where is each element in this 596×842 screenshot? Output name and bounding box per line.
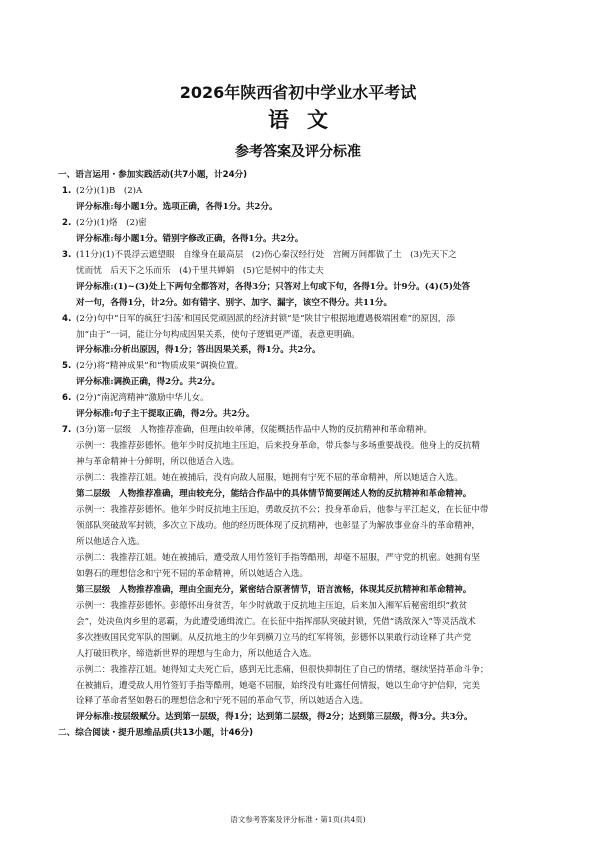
answer-text-line (62, 679, 554, 695)
subject-title: 语文 (268, 108, 346, 132)
line-text: 示例一：我推荐彭德怀。他年少时反抗地主压迫，勇敢反抗不公；投身革命后，他参与平江起义，在长征中带 (76, 505, 489, 516)
answer-text-line (62, 455, 554, 471)
line-text: 在被捕后，遭受敌人用竹签钉手指等酷刑，她毫不屈服，始终没有吐露任何情报，她以生命守护信仰，完美 (76, 680, 480, 691)
line-text: 评分标准:分析出原因，得1分；答出因果关系，得1分。共2分。 (76, 345, 321, 356)
page-footer: 语文参考答案及评分标准・第1页(共4页) (230, 815, 366, 824)
answer-text-line (62, 535, 554, 551)
answer-text-line (62, 599, 554, 615)
line-text: 如磐石的理想信念和宁死不屈的革命精神，所以她适合入选。 (76, 568, 309, 579)
line-text: 评分标准:每小题1分。选项正确，各得1分。共2分。 (76, 201, 278, 212)
scoring-standard-line (62, 343, 554, 359)
line-text: (2分)(1)烙 (2)密 (76, 217, 147, 228)
question-answer-line (62, 423, 554, 439)
line-text: 二、综合阅读・提升思维品质(共13小题，计46分) (58, 728, 254, 739)
question-answer-line (62, 248, 554, 264)
scoring-standard-line (62, 200, 554, 216)
line-text: (2分)将“精神成果”和“物质成果”调换位置。 (76, 361, 244, 372)
question-number: 6. (62, 393, 72, 404)
line-text: (2分)“南泥湾精神”激励中华儿女。 (76, 393, 209, 404)
question-answer-line (62, 391, 554, 407)
line-text: (2分)(1)B (2)A (76, 185, 143, 196)
answer-text-line (62, 647, 554, 663)
line-text: 多次挫败国民党军队的围剿。从反抗地主的少年到横刀立马的红军将领，彭德怀以果敢行动诠释了共产党 (76, 632, 472, 643)
line-text: 示例二：我推荐江姐。她得知丈夫死亡后，感到无比悲痛，但很快抑制住了自己的情绪，继续坚持革命斗争； (76, 664, 489, 675)
scoring-standard-line (62, 487, 554, 503)
section-heading (58, 168, 554, 184)
line-text: 忧而忧 后天下之乐而乐 (4)千里共婵娟 (5)它是树中的伟丈夫 (76, 265, 324, 276)
answer-text-line (62, 663, 554, 679)
answer-text-line (62, 503, 554, 519)
line-text: 加“由于”一词，能让分句构成因果关系，使句子逻辑更严谨，表意更明确。 (76, 329, 360, 340)
question-number: 5. (62, 361, 72, 372)
question-answer-line (62, 312, 554, 328)
line-text: 第三层级 人物推荐准确，理由全面充分，紧密结合原著情节，语言流畅，体现其反抗精神和革命精神。 (76, 584, 472, 595)
answer-key-subtitle: 参考答案及评分标准 (235, 144, 361, 160)
question-answer-line (62, 216, 554, 232)
question-number: 1. (62, 185, 72, 196)
answer-text-line (62, 694, 554, 710)
section-heading (58, 726, 554, 742)
answer-text-line (62, 519, 554, 535)
answer-text-line (62, 471, 554, 487)
exam-title: 2026年陕西省初中学业水平考试 (179, 83, 417, 102)
question-answer-line (62, 359, 554, 375)
scoring-standard-line (62, 407, 554, 423)
line-text: 第二层级 人物推荐准确，理由较充分，能结合作品中的具体情节简要阐述人物的反抗精神和革命精神。 (76, 489, 472, 500)
answer-text-line (62, 615, 554, 631)
line-text: 评分标准:句子主干提取正确，得2分。共2分。 (76, 409, 255, 420)
answer-text-line (62, 439, 554, 455)
answer-text-line (62, 328, 554, 344)
scoring-standard-line (62, 280, 554, 296)
line-text: 所以他适合入选。 (76, 536, 145, 547)
line-text: 示例一：我推荐彭德怀。他年少时反抗地主压迫，后来投身革命，带兵参与多场重要战役。他身上的反抗精 (76, 441, 480, 452)
answer-text-line (62, 567, 554, 583)
scoring-standard-line (62, 375, 554, 391)
line-text: (3分)第一层级 人物推荐准确，但理由较单薄，仅能概括作品中人物的反抗精神和革命精神。 (76, 425, 432, 436)
question-number: 4. (62, 313, 72, 324)
line-text: 对一句，各得1分，计2分。如有错字、别字、加字、漏字，该空不得分。共11分。 (76, 297, 393, 308)
line-text: 会”，处决鱼肉乡里的恶霸，为此遭受通缉流亡。在长征中指挥部队突破封锁，凭借“诱敌深入”等灵活战术 (76, 616, 476, 627)
question-answer-line (62, 184, 554, 200)
line-text: 领部队突破敌军封锁，多次立下战功。他的经历既体现了反抗精神，也彰显了为解放事业奋斗的革命精神， (76, 520, 480, 531)
line-text: 神与革命精神十分鲜明，所以他适合入选。 (76, 457, 240, 468)
answer-text-line (62, 264, 554, 280)
question-number: 7. (62, 425, 72, 436)
scoring-standard-line (62, 232, 554, 248)
line-text: 示例一：我推荐彭德怀。彭德怀出身贫苦，年少时就敢于反抗地主压迫，后来加入湘军后秘密组织“救贫 (76, 600, 468, 611)
answer-content (58, 168, 554, 742)
line-text: 示例二：我推荐江姐。她在被捕后，没有向敌人屈服，她拥有宁死不屈的革命精神，所以她适合入选。 (76, 473, 463, 484)
line-text: 示例二：我推荐江姐。她在被捕后，遭受敌人用竹签钉手指等酷刑，却毫不屈服，严守党的机密。她拥有坚 (76, 552, 480, 563)
line-text: (11分)(1)不畏浮云遮望眼 自缘身在最高层 (2)伤心秦汉经行处 宫阙万间都做了土 (3)先天下之 (76, 249, 457, 260)
question-number: 2. (62, 217, 72, 228)
line-text: 评分标准:按层级赋分。达到第一层级，得1分；达到第二层级，得2分；达到第三层级，得3分。共3分。 (76, 712, 473, 723)
line-text: 一、语言运用・参加实践活动(共7小题，计24分) (58, 170, 248, 180)
line-text: 评分标准:每小题1分。错别字修改正确，各得1分。共2分。 (76, 233, 304, 244)
line-text: 诠释了革命者坚如磐石的理想信念和宁死不屈的革命气节，所以她适合入选。 (76, 696, 369, 707)
line-text: 评分标准:(1)~(3)处上下两句全都答对，各得3分；只答对上句或下句，各得1分。计9分。(4)(5)处答 (76, 281, 471, 292)
scoring-standard-line (62, 710, 554, 726)
scoring-standard-line (62, 296, 554, 312)
line-text: (2分)句中“日军的疯狂‘扫荡’和国民党顽固派的经济封锁”是“陕甘宁根据地遭遇极端困难”的原因，添 (76, 313, 455, 324)
line-text: 评分标准:调换正确，得2分。共2分。 (76, 377, 221, 388)
question-number: 3. (62, 249, 72, 260)
answer-text-line (62, 551, 554, 567)
line-text: 人打破旧秩序，缔造新世界的理想与生命力，所以他适合入选。 (76, 648, 317, 659)
scoring-standard-line (62, 583, 554, 599)
answer-text-line (62, 631, 554, 647)
